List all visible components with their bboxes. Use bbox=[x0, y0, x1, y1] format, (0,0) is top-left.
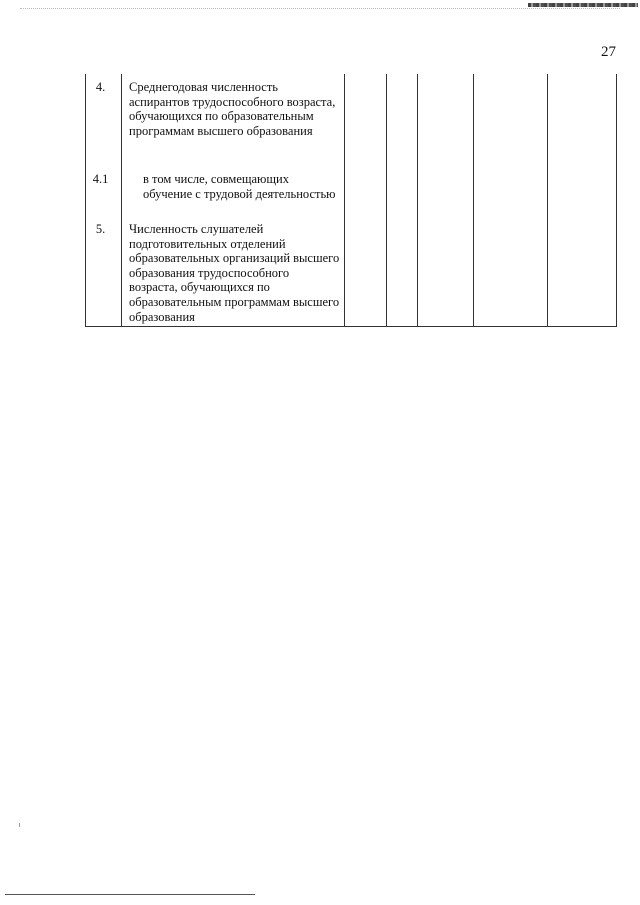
value-cell bbox=[548, 216, 617, 327]
value-cell bbox=[548, 166, 617, 216]
value-cell bbox=[474, 74, 548, 166]
row-number: 4. bbox=[95, 80, 106, 94]
table-row bbox=[86, 166, 617, 216]
value-cell bbox=[345, 74, 387, 166]
table-row bbox=[86, 74, 617, 166]
indicator-cell bbox=[122, 74, 345, 166]
value-cell bbox=[418, 74, 474, 166]
indicator-text: в том числе, совмещающих обучение с трудовой деятельностью bbox=[143, 172, 336, 201]
row-number-cell bbox=[86, 74, 122, 166]
bottom-rule bbox=[5, 894, 255, 895]
value-cell bbox=[345, 166, 387, 216]
value-cell bbox=[387, 166, 418, 216]
row-number-cell bbox=[86, 216, 122, 327]
row-number: 4.1 bbox=[92, 172, 109, 186]
indicator-cell bbox=[122, 166, 345, 216]
indicator-table bbox=[85, 74, 617, 327]
value-cell bbox=[474, 166, 548, 216]
value-cell bbox=[548, 74, 617, 166]
scan-artifact bbox=[528, 3, 638, 7]
table-row bbox=[86, 216, 617, 327]
page-number: 27 bbox=[601, 44, 616, 60]
indicator-cell bbox=[122, 216, 345, 327]
indicator-text: Численность слушателей подготовительных отделений образовательных организаций высшего образования трудоспособного возраста, обучающихся по образовательным программам высшего образования bbox=[129, 222, 340, 324]
value-cell bbox=[474, 216, 548, 327]
value-cell bbox=[418, 216, 474, 327]
row-number: 5. bbox=[95, 222, 106, 236]
scan-top-rule bbox=[20, 8, 620, 9]
value-cell bbox=[387, 216, 418, 327]
value-cell bbox=[418, 166, 474, 216]
indicator-text: Среднегодовая численность аспирантов трудоспособного возраста, обучающихся по образовательным программам высшего образования bbox=[129, 80, 336, 138]
row-number-cell bbox=[86, 166, 122, 216]
value-cell bbox=[387, 74, 418, 166]
value-cell bbox=[345, 216, 387, 327]
scan-artifact bbox=[19, 823, 20, 827]
